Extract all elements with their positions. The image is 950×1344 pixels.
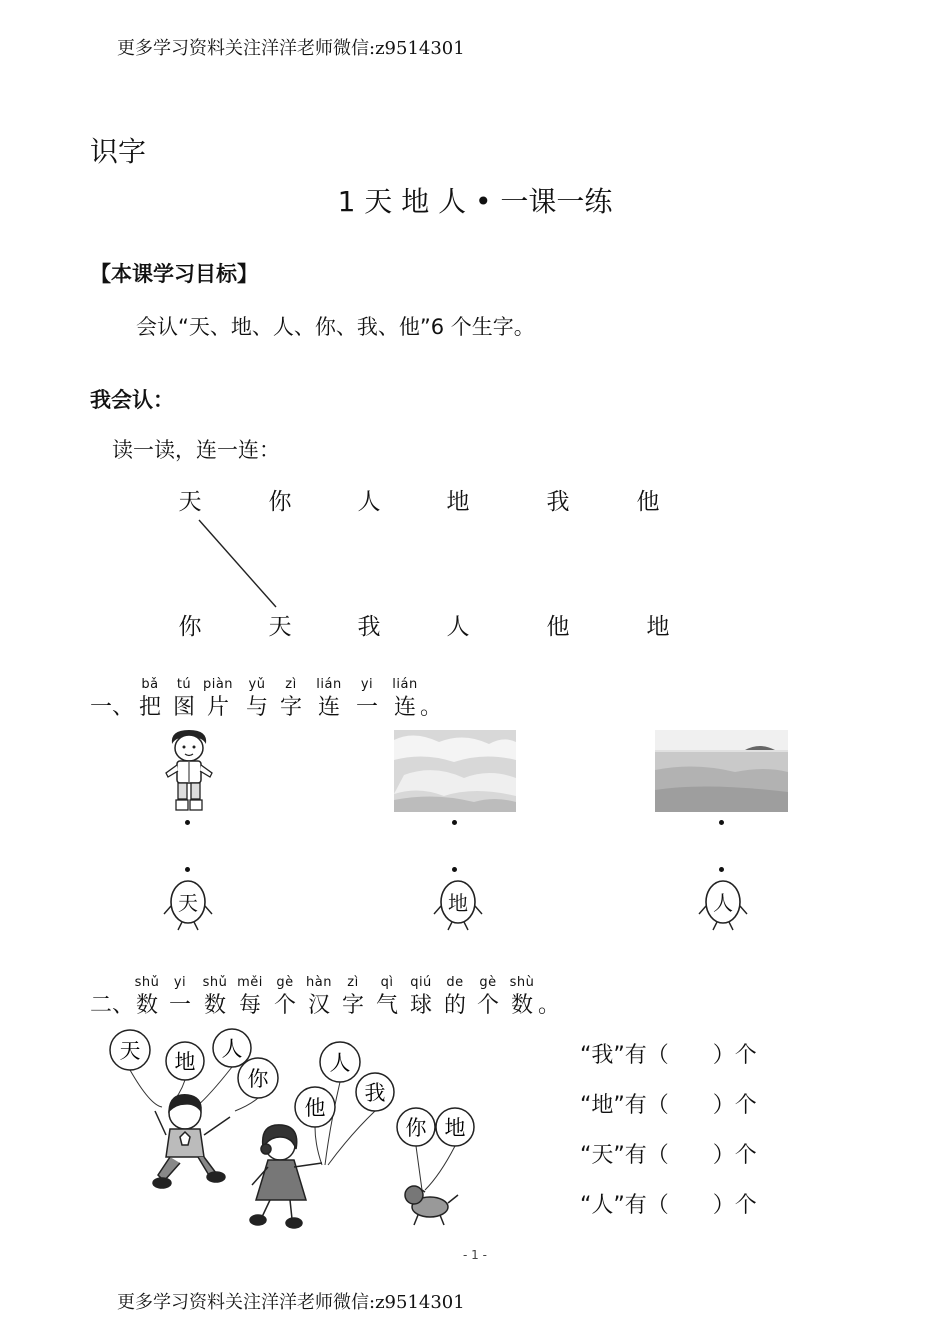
picture-dot[interactable] <box>185 820 190 825</box>
top-char[interactable]: 我 <box>546 489 570 515</box>
ex2-char: 每 <box>238 993 261 1018</box>
ex2-pinyin: shǔ <box>202 975 228 990</box>
page-footer: 更多学习资料关注洋洋老师微信:z9514301 <box>117 1292 465 1313</box>
ex1-pinyin: piàn <box>202 677 234 692</box>
balloon-char: 地 <box>174 1050 196 1074</box>
ex2-period: 。 <box>538 993 561 1018</box>
balloon-char: 人 <box>329 1051 351 1075</box>
ex2-char: 气 <box>375 993 398 1018</box>
ex1-char: 连 <box>317 695 340 720</box>
objectives-text: 会认“天、地、人、你、我、他”6 个生字。 <box>136 315 535 339</box>
boy-picture[interactable] <box>158 728 220 814</box>
ex1-pinyin: yi <box>360 677 374 692</box>
ex2-char: 个 <box>273 993 296 1018</box>
lesson-title: 1 天 地 人 • 一课一练 <box>337 185 613 218</box>
count-question[interactable]: “人”有（ ）个 <box>580 1193 757 1218</box>
bottom-char[interactable]: 他 <box>546 614 570 640</box>
page-header: 更多学习资料关注洋洋老师微信:z9514301 <box>117 38 465 59</box>
section-label: 识字 <box>90 135 147 168</box>
figure-char: 地 <box>448 891 468 915</box>
ex1-period: 。 <box>420 695 443 720</box>
ex1-pinyin: bǎ <box>141 677 159 692</box>
ex2-pinyin: gè <box>276 975 294 990</box>
ex2-char: 数 <box>135 993 158 1018</box>
ex2-char: 数 <box>203 993 226 1018</box>
top-char[interactable]: 他 <box>636 489 660 515</box>
recognize-heading: 我会认： <box>90 388 174 412</box>
ex1-char: 与 <box>245 695 268 720</box>
count-question[interactable]: “地”有（ ）个 <box>580 1093 757 1118</box>
ex2-char: 汉 <box>307 993 330 1018</box>
balloon-char: 人 <box>221 1037 243 1061</box>
exercise2-prefix: 二、 <box>90 993 135 1018</box>
figure-char: 天 <box>178 891 198 915</box>
ex2-pinyin: shù <box>509 975 535 990</box>
character-figure[interactable] <box>695 870 751 934</box>
ex1-pinyin: zì <box>285 677 297 692</box>
bottom-char[interactable]: 你 <box>178 614 202 640</box>
bottom-char[interactable]: 地 <box>646 614 670 640</box>
boy-figure <box>153 1095 230 1188</box>
picture-dot[interactable] <box>719 820 724 825</box>
ex2-pinyin: qì <box>380 975 394 990</box>
count-question[interactable]: “我”有（ ）个 <box>580 1043 757 1068</box>
balloon-char: 你 <box>247 1067 269 1091</box>
balloon-char: 他 <box>304 1096 326 1120</box>
exercise1-prefix: 一、 <box>90 695 135 720</box>
balloon-char: 你 <box>405 1116 427 1140</box>
ex2-pinyin: shǔ <box>134 975 160 990</box>
top-char[interactable]: 地 <box>446 489 470 515</box>
recognize-instruction: 读一读，连一连： <box>112 438 280 462</box>
ex2-pinyin: gè <box>479 975 497 990</box>
ex2-char: 个 <box>476 993 499 1018</box>
balloon-illustration <box>100 1025 490 1235</box>
balloon-char: 地 <box>444 1116 466 1140</box>
ex1-pinyin: tú <box>176 677 192 692</box>
ex1-char: 片 <box>206 695 229 720</box>
ex1-char: 一 <box>355 695 378 720</box>
ex1-char: 连 <box>393 695 416 720</box>
ex2-char: 球 <box>409 993 432 1018</box>
ex1-pinyin: yǔ <box>248 677 266 692</box>
character-figure[interactable] <box>430 870 486 934</box>
count-question[interactable]: “天”有（ ）个 <box>580 1143 757 1168</box>
ex2-pinyin: zì <box>347 975 359 990</box>
balloon-char: 天 <box>119 1039 141 1063</box>
girl-figure <box>250 1125 322 1228</box>
land-picture[interactable] <box>655 730 788 812</box>
sky-picture[interactable] <box>394 730 516 812</box>
bottom-char[interactable]: 人 <box>446 614 470 640</box>
ex2-pinyin: qiú <box>410 975 432 990</box>
top-char[interactable]: 你 <box>268 489 292 515</box>
ex1-pinyin: lián <box>392 677 418 692</box>
match-line <box>199 520 276 607</box>
ex2-char: 的 <box>443 993 466 1018</box>
ex1-char: 图 <box>172 695 195 720</box>
character-figure[interactable] <box>160 870 216 934</box>
objectives-heading: 【本课学习目标】 <box>90 262 258 286</box>
ex2-pinyin: hàn <box>306 975 332 990</box>
ex2-char: 数 <box>510 993 533 1018</box>
ex2-pinyin: yi <box>173 975 187 990</box>
bottom-char[interactable]: 天 <box>268 614 292 640</box>
ex2-pinyin: měi <box>237 975 263 990</box>
page-number: - 1 - <box>463 1248 487 1262</box>
figure-char: 人 <box>713 891 733 915</box>
ex1-pinyin: lián <box>316 677 342 692</box>
top-char[interactable]: 人 <box>357 489 381 515</box>
ex1-char: 字 <box>279 695 302 720</box>
bottom-char[interactable]: 我 <box>357 614 381 640</box>
top-char[interactable]: 天 <box>178 489 202 515</box>
balloon-char: 我 <box>364 1081 386 1105</box>
ex1-char: 把 <box>138 695 161 720</box>
ex2-char: 字 <box>341 993 364 1018</box>
dog-figure <box>405 1186 458 1225</box>
ex2-pinyin: de <box>446 975 464 990</box>
ex2-char: 一 <box>168 993 191 1018</box>
picture-dot[interactable] <box>452 820 457 825</box>
